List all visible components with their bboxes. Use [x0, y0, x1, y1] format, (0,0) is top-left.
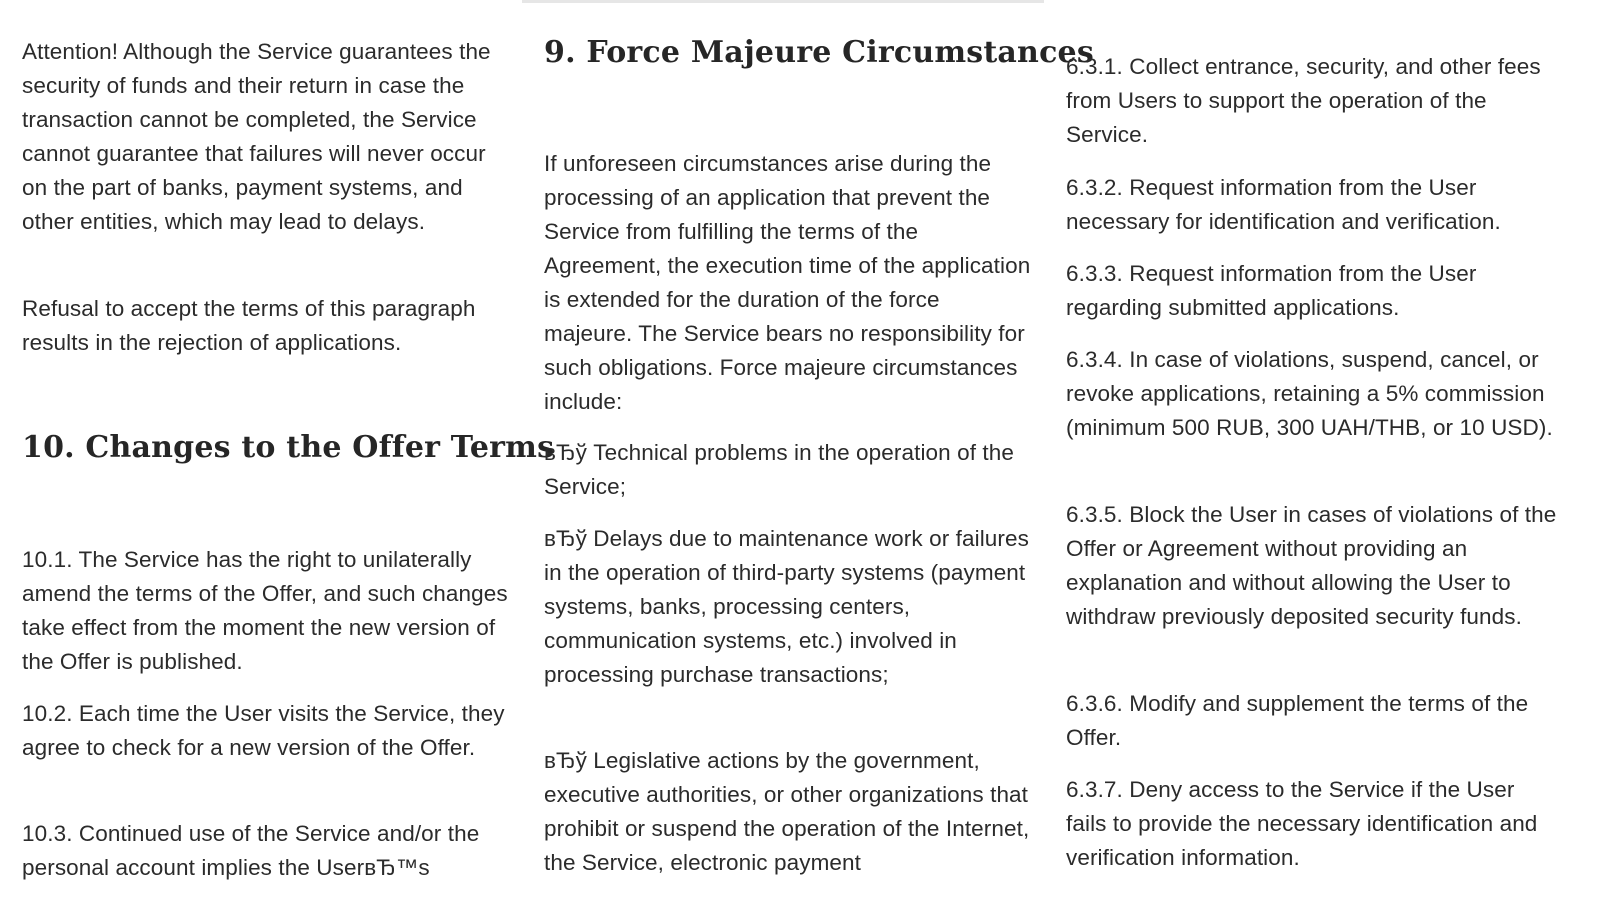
clause-10-1: 10.1. The Service has the right to unilaterally amend the terms of the Offer, and such changes take effect from the moment the new version of the Offer is published.: [22, 547, 508, 674]
force-majeure-item: вЂў Delays due to maintenance work or failures in the operation of third-party systems (payment systems, banks, processing centers, communication systems, etc.) involved in processing purchase transactions;: [544, 526, 1029, 687]
force-majeure-intro: If unforeseen circumstances arise during the processing of an application that prevent the Service from fulfilling the terms of the Agreement, the execution time of the application is extended for the duration of the force majeure. The Service bears no responsibility for such obligations. Force majeure circumstances include:: [544, 151, 1031, 414]
top-divider: [522, 0, 1044, 3]
clause-10-2: 10.2. Each time the User visits the Service, they agree to check for a new version of the Offer.: [22, 701, 505, 760]
clause-10-3: 10.3. Continued use of the Service and/or the personal account implies the UserвЂ™s: [22, 821, 480, 880]
clause-6-3-1: 6.3.1. Collect entrance, security, and other fees from Users to support the operation of the Service.: [1066, 54, 1541, 147]
clause-6-3-7: 6.3.7. Deny access to the Service if the User fails to provide the necessary identification and verification information.: [1066, 777, 1538, 870]
section-heading-10: 10. Changes to the Offer Terms: [22, 430, 555, 465]
clause-6-3-5: 6.3.5. Block the User in cases of violations of the Offer or Agreement without providing an explanation and without allowing the User to withdraw previously deposited security funds.: [1066, 502, 1557, 629]
clause-6-3-6: 6.3.6. Modify and supplement the terms of the Offer.: [1066, 691, 1529, 750]
force-majeure-item: вЂў Technical problems in the operation of the Service;: [544, 440, 1015, 499]
refusal-paragraph: Refusal to accept the terms of this paragraph results in the rejection of applications.: [22, 296, 476, 355]
section-heading-9: 9. Force Majeure Circumstances: [544, 35, 1094, 70]
clause-6-3-2: 6.3.2. Request information from the User necessary for identification and verification.: [1066, 175, 1501, 234]
force-majeure-item: вЂў Legislative actions by the government, executive authorities, or other organizations that prohibit or suspend the operation of the Internet, the Service, electronic payment: [544, 748, 1030, 875]
clause-6-3-4: 6.3.4. In case of violations, suspend, cancel, or revoke applications, retaining a 5% commission (minimum 500 RUB, 300 UAH/THB, or 10 USD).: [1066, 347, 1553, 440]
clause-6-3-3: 6.3.3. Request information from the User regarding submitted applications.: [1066, 261, 1477, 320]
attention-paragraph: Attention! Although the Service guarantees the security of funds and their return in case the transaction cannot be completed, the Service cannot guarantee that failures will never occur on the part of banks, payment systems, and other entities, which may lead to delays.: [22, 39, 491, 234]
